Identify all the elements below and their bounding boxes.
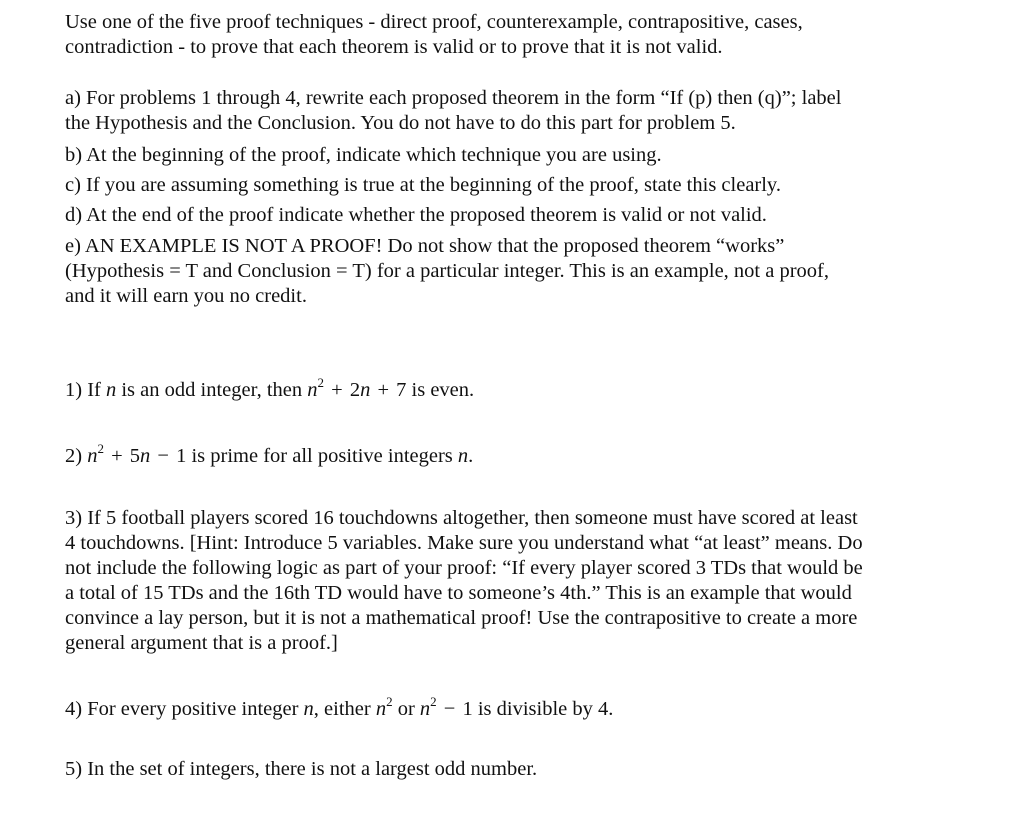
instruction-e-line-1: e) AN EXAMPLE IS NOT A PROOF! Do not show that the proposed theorem “works” (65, 235, 785, 257)
instruction-d (65, 203, 945, 228)
intro-paragraph (65, 10, 945, 60)
problem-2-term3: 1 (176, 445, 187, 467)
problem-4-term3: 1 (462, 698, 473, 720)
problem-4-mid: , either (313, 698, 376, 720)
problem-4-or: or (392, 698, 420, 720)
instruction-e (65, 234, 945, 309)
problem-3-line-2: 4 touchdowns. [Hint: Introduce 5 variables. Make sure you understand what “at least” means. Do (65, 532, 863, 554)
problem-4-minus: − (438, 698, 461, 720)
problem-3 (65, 506, 945, 656)
intro-line-2: contradiction - to prove that each theorem is valid or to prove that it is not valid. (65, 36, 723, 58)
problem-1-var-n: n (105, 379, 117, 401)
problem-4 (65, 694, 945, 722)
problem-4-term1-var: n (375, 698, 387, 720)
instruction-a-line-2: the Hypothesis and the Conclusion. You do not have to do this part for problem 5. (65, 112, 736, 134)
problem-1-plus-1: + (326, 379, 348, 401)
instruction-c-text: c) If you are assuming something is true at the beginning of the proof, state this clearly. (65, 174, 781, 196)
problem-2-suffix: . (468, 445, 474, 467)
problem-1 (65, 375, 945, 403)
problem-1-term2-var: n (360, 379, 371, 401)
problem-1-term2-coef: 2 (349, 379, 361, 401)
problem-4-var-n: n (303, 698, 314, 720)
problem-2-minus: − (152, 445, 175, 467)
problem-2-prefix: 2) (65, 445, 88, 467)
problem-1-plus-2: + (372, 379, 395, 401)
instruction-c (65, 173, 945, 198)
problem-1-statement (65, 375, 945, 403)
problem-5 (65, 757, 945, 782)
instruction-a-line-1: a) For problems 1 through 4, rewrite each proposed theorem in the form “If (p) then (q)”; label (65, 87, 842, 109)
problem-2-var-n: n (457, 445, 469, 467)
problem-3-line-3: not include the following logic as part of your proof: “If every player scored 3 TDs that would be (65, 557, 863, 579)
problem-3-line-5: convince a lay person, but it is not a mathematical proof! Use the contrapositive to create a more (65, 607, 858, 629)
problem-1-suffix: is even. (406, 379, 475, 401)
problem-4-term2-var: n (419, 698, 431, 720)
problem-1-term3: 7 (396, 379, 407, 401)
problem-3-line-6: general argument that is a proof.] (65, 632, 338, 654)
instruction-e-line-2: (Hypothesis = T and Conclusion = T) for a particular integer. This is an example, not a proof, (65, 260, 830, 282)
problem-2-term2-coef: 5 (129, 445, 141, 467)
problem-1-mid: is an odd integer, then (116, 379, 308, 401)
problem-4-prefix: 4) For every positive integer (65, 698, 304, 720)
instruction-e-line-3: and it will earn you no credit. (65, 285, 307, 307)
instruction-d-text: d) At the end of the proof indicate whether the proposed theorem is valid or not valid. (65, 204, 767, 226)
problem-1-term1-exponent: 2 (317, 375, 325, 390)
problem-2-mid: is prime for all positive integers (186, 445, 458, 467)
problem-3-line-4: a total of 15 TDs and the 16th TD would have to someone’s 4th.” This is an example that would (65, 582, 852, 604)
problem-4-term1-exponent: 2 (386, 694, 393, 709)
problem-5-statement: 5) In the set of integers, there is not a largest odd number. (65, 758, 538, 780)
problem-2 (65, 441, 945, 469)
problem-4-statement (65, 694, 945, 722)
problem-2-term1-var: n (87, 445, 98, 467)
problem-1-prefix: 1) If (65, 379, 106, 401)
problem-1-term1-var: n (307, 379, 318, 401)
intro-line-1: Use one of the five proof techniques - direct proof, counterexample, contrapositive, cases, (65, 11, 803, 33)
instruction-a (65, 86, 945, 136)
problem-3-line-1: 3) If 5 football players scored 16 touchdowns altogether, then someone must have scored at least (65, 507, 858, 529)
problem-2-statement (65, 441, 945, 469)
problem-2-term2-var: n (140, 445, 151, 467)
problem-4-suffix: is divisible by 4. (472, 698, 614, 720)
problem-2-term1-exponent: 2 (97, 441, 104, 456)
problem-4-term2-exponent: 2 (430, 694, 437, 709)
instruction-b (65, 143, 945, 168)
instruction-b-text: b) At the beginning of the proof, indicate which technique you are using. (65, 144, 662, 166)
problem-2-plus: + (105, 445, 128, 467)
